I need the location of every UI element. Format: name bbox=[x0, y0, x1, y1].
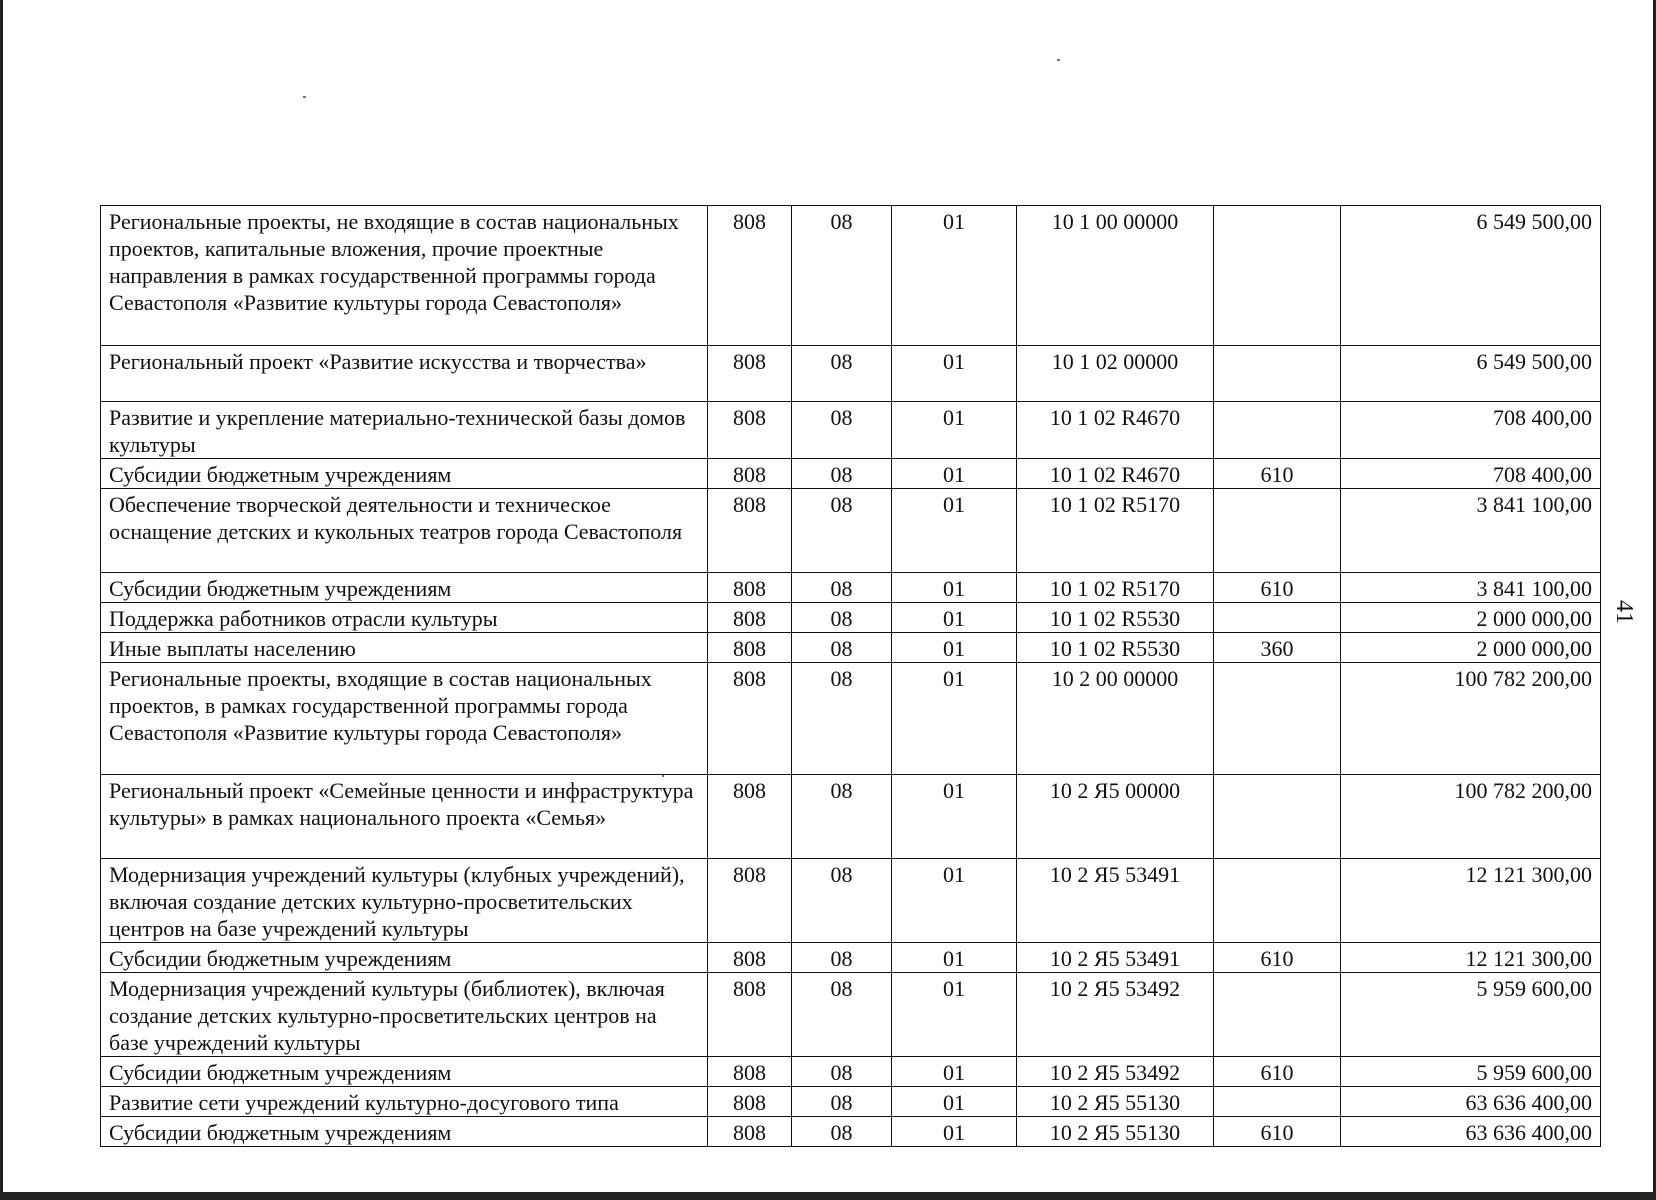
row-expense-type bbox=[1214, 402, 1341, 459]
row-expense-type bbox=[1214, 489, 1341, 573]
row-section-code: 08 bbox=[792, 346, 892, 402]
row-name: Субсидии бюджетным учреждениям bbox=[101, 943, 708, 973]
budget-table bbox=[100, 205, 1601, 1147]
row-target-code: 10 1 02 00000 bbox=[1017, 346, 1214, 402]
row-subsection-code: 01 bbox=[892, 206, 1017, 346]
row-section-code: 08 bbox=[792, 459, 892, 489]
row-name: Иные выплаты населению bbox=[101, 633, 708, 663]
row-amount: 12 121 300,00 bbox=[1341, 859, 1601, 943]
row-name: Поддержка работников отрасли культуры bbox=[101, 603, 708, 633]
row-expense-type: 610 bbox=[1214, 459, 1341, 489]
row-expense-type: 360 bbox=[1214, 633, 1341, 663]
row-target-code: 10 1 02 R5170 bbox=[1017, 489, 1214, 573]
row-subsection-code: 01 bbox=[892, 346, 1017, 402]
table-row bbox=[101, 663, 1601, 775]
row-ministry-code: 808 bbox=[708, 943, 792, 973]
row-target-code: 10 1 02 R5170 bbox=[1017, 573, 1214, 603]
row-target-code: 10 2 Я5 53492 bbox=[1017, 1057, 1214, 1087]
row-amount: 5 959 600,00 bbox=[1341, 973, 1601, 1057]
table-row bbox=[101, 1087, 1601, 1117]
row-subsection-code: 01 bbox=[892, 489, 1017, 573]
row-subsection-code: 01 bbox=[892, 402, 1017, 459]
row-ministry-code: 808 bbox=[708, 973, 792, 1057]
row-expense-type bbox=[1214, 775, 1341, 859]
row-section-code: 08 bbox=[792, 402, 892, 459]
row-expense-type: 610 bbox=[1214, 573, 1341, 603]
row-amount: 5 959 600,00 bbox=[1341, 1057, 1601, 1087]
row-amount: 2 000 000,00 bbox=[1341, 633, 1601, 663]
row-ministry-code: 808 bbox=[708, 206, 792, 346]
row-amount: 6 549 500,00 bbox=[1341, 346, 1601, 402]
table-row bbox=[101, 775, 1601, 859]
row-name: Развитие сети учреждений культурно-досугового типа bbox=[101, 1087, 708, 1117]
row-ministry-code: 808 bbox=[708, 603, 792, 633]
row-ministry-code: 808 bbox=[708, 1057, 792, 1087]
row-amount: 3 841 100,00 bbox=[1341, 489, 1601, 573]
table-row bbox=[101, 489, 1601, 573]
row-section-code: 08 bbox=[792, 633, 892, 663]
row-ministry-code: 808 bbox=[708, 633, 792, 663]
row-section-code: 08 bbox=[792, 973, 892, 1057]
row-section-code: 08 bbox=[792, 1117, 892, 1147]
row-ministry-code: 808 bbox=[708, 775, 792, 859]
row-target-code: 10 1 02 R5530 bbox=[1017, 603, 1214, 633]
row-amount: 63 636 400,00 bbox=[1341, 1117, 1601, 1147]
row-expense-type bbox=[1214, 973, 1341, 1057]
row-expense-type: 610 bbox=[1214, 943, 1341, 973]
row-amount: 708 400,00 bbox=[1341, 402, 1601, 459]
row-section-code: 08 bbox=[792, 603, 892, 633]
row-target-code: 10 1 02 R5530 bbox=[1017, 633, 1214, 663]
row-amount: 6 549 500,00 bbox=[1341, 206, 1601, 346]
row-subsection-code: 01 bbox=[892, 1057, 1017, 1087]
row-name: Региональные проекты, не входящие в состав национальных проектов, капитальные вложения, прочие проектные направления в рамках государственной программы города Севастополя «Развитие культуры города Севастополя» bbox=[101, 206, 708, 346]
row-section-code: 08 bbox=[792, 663, 892, 775]
row-section-code: 08 bbox=[792, 943, 892, 973]
row-subsection-code: 01 bbox=[892, 573, 1017, 603]
row-name: Региональный проект «Семейные ценности и инфраструктура культуры» в рамках национального проекта «Семья» bbox=[101, 775, 708, 859]
row-section-code: 08 bbox=[792, 573, 892, 603]
row-target-code: 10 2 Я5 53491 bbox=[1017, 943, 1214, 973]
scan-speck bbox=[303, 96, 306, 98]
row-target-code: 10 2 Я5 55130 bbox=[1017, 1117, 1214, 1147]
row-subsection-code: 01 bbox=[892, 775, 1017, 859]
row-amount: 63 636 400,00 bbox=[1341, 1087, 1601, 1117]
row-ministry-code: 808 bbox=[708, 402, 792, 459]
row-subsection-code: 01 bbox=[892, 459, 1017, 489]
row-target-code: 10 2 Я5 55130 bbox=[1017, 1087, 1214, 1117]
table-row bbox=[101, 459, 1601, 489]
row-section-code: 08 bbox=[792, 1087, 892, 1117]
table-row bbox=[101, 1117, 1601, 1147]
row-expense-type bbox=[1214, 1087, 1341, 1117]
row-ministry-code: 808 bbox=[708, 489, 792, 573]
row-section-code: 08 bbox=[792, 489, 892, 573]
row-name: Развитие и укрепление материально-технической базы домов культуры bbox=[101, 402, 708, 459]
row-ministry-code: 808 bbox=[708, 459, 792, 489]
row-subsection-code: 01 bbox=[892, 859, 1017, 943]
row-amount: 2 000 000,00 bbox=[1341, 603, 1601, 633]
row-amount: 12 121 300,00 bbox=[1341, 943, 1601, 973]
row-expense-type bbox=[1214, 859, 1341, 943]
row-name: Обеспечение творческой деятельности и техническое оснащение детских и кукольных театров города Севастополя bbox=[101, 489, 708, 573]
table-row bbox=[101, 633, 1601, 663]
row-expense-type bbox=[1214, 346, 1341, 402]
table-row bbox=[101, 573, 1601, 603]
row-name: Модернизация учреждений культуры (клубных учреждений), включая создание детских культурно-просветительских центров на базе учреждений культуры bbox=[101, 859, 708, 943]
row-expense-type: 610 bbox=[1214, 1057, 1341, 1087]
row-subsection-code: 01 bbox=[892, 943, 1017, 973]
row-target-code: 10 1 02 R4670 bbox=[1017, 402, 1214, 459]
scan-speck bbox=[1057, 59, 1060, 61]
row-name: Субсидии бюджетным учреждениям bbox=[101, 459, 708, 489]
row-section-code: 08 bbox=[792, 775, 892, 859]
row-target-code: 10 2 Я5 53492 bbox=[1017, 973, 1214, 1057]
page-number: 41 bbox=[1611, 600, 1637, 624]
row-ministry-code: 808 bbox=[708, 663, 792, 775]
table-row bbox=[101, 206, 1601, 346]
row-subsection-code: 01 bbox=[892, 663, 1017, 775]
row-subsection-code: 01 bbox=[892, 1087, 1017, 1117]
row-subsection-code: 01 bbox=[892, 973, 1017, 1057]
row-target-code: 10 2 Я5 53491 bbox=[1017, 859, 1214, 943]
row-expense-type bbox=[1214, 206, 1341, 346]
row-ministry-code: 808 bbox=[708, 573, 792, 603]
row-amount: 708 400,00 bbox=[1341, 459, 1601, 489]
row-target-code: 10 2 00 00000 bbox=[1017, 663, 1214, 775]
scan-edge-bottom bbox=[0, 1192, 1656, 1200]
row-name: Региональный проект «Развитие искусства и творчества» bbox=[101, 346, 708, 402]
row-target-code: 10 1 00 00000 bbox=[1017, 206, 1214, 346]
row-expense-type bbox=[1214, 603, 1341, 633]
table-row bbox=[101, 859, 1601, 943]
row-ministry-code: 808 bbox=[708, 346, 792, 402]
table-body bbox=[101, 206, 1601, 1147]
table-row bbox=[101, 603, 1601, 633]
row-name: Субсидии бюджетным учреждениям bbox=[101, 573, 708, 603]
row-amount: 100 782 200,00 bbox=[1341, 775, 1601, 859]
table-row bbox=[101, 1057, 1601, 1087]
row-subsection-code: 01 bbox=[892, 1117, 1017, 1147]
row-expense-type bbox=[1214, 663, 1341, 775]
row-section-code: 08 bbox=[792, 1057, 892, 1087]
row-amount: 100 782 200,00 bbox=[1341, 663, 1601, 775]
row-ministry-code: 808 bbox=[708, 859, 792, 943]
row-name: Региональные проекты, входящие в состав национальных проектов, в рамках государственной программы города Севастополя «Развитие культуры города Севастополя» bbox=[101, 663, 708, 775]
scan-edge-left bbox=[0, 0, 3, 1200]
row-section-code: 08 bbox=[792, 206, 892, 346]
row-section-code: 08 bbox=[792, 859, 892, 943]
row-target-code: 10 2 Я5 00000 bbox=[1017, 775, 1214, 859]
table-row bbox=[101, 973, 1601, 1057]
row-name: Субсидии бюджетным учреждениям bbox=[101, 1057, 708, 1087]
row-subsection-code: 01 bbox=[892, 603, 1017, 633]
row-expense-type: 610 bbox=[1214, 1117, 1341, 1147]
row-name: Субсидии бюджетным учреждениям bbox=[101, 1117, 708, 1147]
row-ministry-code: 808 bbox=[708, 1087, 792, 1117]
row-subsection-code: 01 bbox=[892, 633, 1017, 663]
row-target-code: 10 1 02 R4670 bbox=[1017, 459, 1214, 489]
table-row bbox=[101, 346, 1601, 402]
row-name: Модернизация учреждений культуры (библиотек), включая создание детских культурно-просветительских центров на базе учреждений культуры bbox=[101, 973, 708, 1057]
table-row bbox=[101, 402, 1601, 459]
row-ministry-code: 808 bbox=[708, 1117, 792, 1147]
table-row bbox=[101, 943, 1601, 973]
row-amount: 3 841 100,00 bbox=[1341, 573, 1601, 603]
